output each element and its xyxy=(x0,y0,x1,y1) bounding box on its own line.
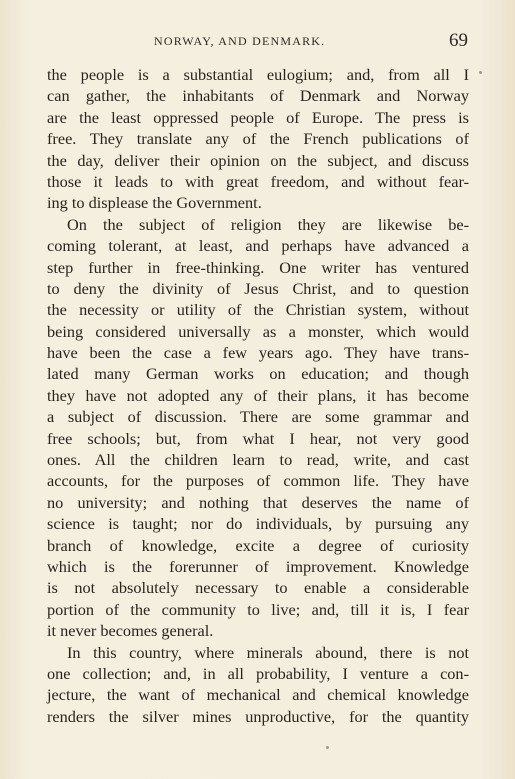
ink-speck xyxy=(326,746,329,749)
text-line: free schools; but, from what I hear, not very good xyxy=(47,428,469,448)
text-line: being considered universally as a monster, which would xyxy=(47,321,469,341)
running-title: NORWAY, AND DENMARK. xyxy=(154,34,326,48)
text-line: no university; and nothing that deserves the name of xyxy=(47,492,469,512)
text-line: ones. All the children learn to read, write, and cast xyxy=(47,450,469,470)
page-number: 69 xyxy=(449,30,468,51)
text-line: which is the forerunner of improvement. Knowledge xyxy=(47,556,469,576)
text-line: is not absolutely necessary to enable a considerable xyxy=(47,578,469,598)
text-line: have been the case a few years ago. They have trans- xyxy=(47,343,469,363)
text-line: the people is a substantial eulogium; and, from all I xyxy=(47,65,469,84)
text-line: those it leads to with great freedom, and without fear- xyxy=(47,171,469,191)
ink-speck xyxy=(479,71,482,74)
text-line: the necessity or utility of the Christian system, without xyxy=(47,300,469,320)
text-line: a subject of discussion. There are some grammar and xyxy=(47,407,469,427)
text-line: are the least oppressed people of Europe. The press is xyxy=(47,107,469,127)
text-line: lated many German works on education; and though xyxy=(47,364,469,384)
text-line: they have not adopted any of their plans, it has become xyxy=(47,385,469,405)
text-line: jecture, the want of mechanical and chemical knowledge xyxy=(47,685,469,705)
text-line: renders the silver mines unproductive, for the quantity xyxy=(47,706,469,726)
text-line: ing to displease the Government. xyxy=(47,193,262,213)
text-line: it never becomes general. xyxy=(47,621,214,641)
text-line: On the subject of religion they are likewise be- xyxy=(67,214,469,234)
body-text xyxy=(47,64,469,727)
text-line: science is taught; nor do individuals, by pursuing any xyxy=(47,514,469,534)
text-line: step further in free-thinking. One writer has ventured xyxy=(47,257,469,277)
text-line: free. They translate any of the French publications of xyxy=(47,129,469,149)
text-line: In this country, where minerals abound, there is not xyxy=(67,642,469,662)
text-line: can gather, the inhabitants of Denmark and Norway xyxy=(47,86,469,106)
page-header xyxy=(0,30,515,54)
text-line: one collection; and, in all probability, I venture a con- xyxy=(47,663,469,683)
text-line: branch of knowledge, excite a degree of curiosity xyxy=(47,535,469,555)
text-line: portion of the community to live; and, till it is, I fear xyxy=(47,599,469,619)
text-line: the day, deliver their opinion on the subject, and discuss xyxy=(47,150,469,170)
text-line: to deny the divinity of Jesus Christ, and to question xyxy=(47,278,469,298)
text-line: accounts, for the purposes of common life. They have xyxy=(47,471,469,491)
text-line: coming tolerant, at least, and perhaps have advanced a xyxy=(47,236,469,256)
